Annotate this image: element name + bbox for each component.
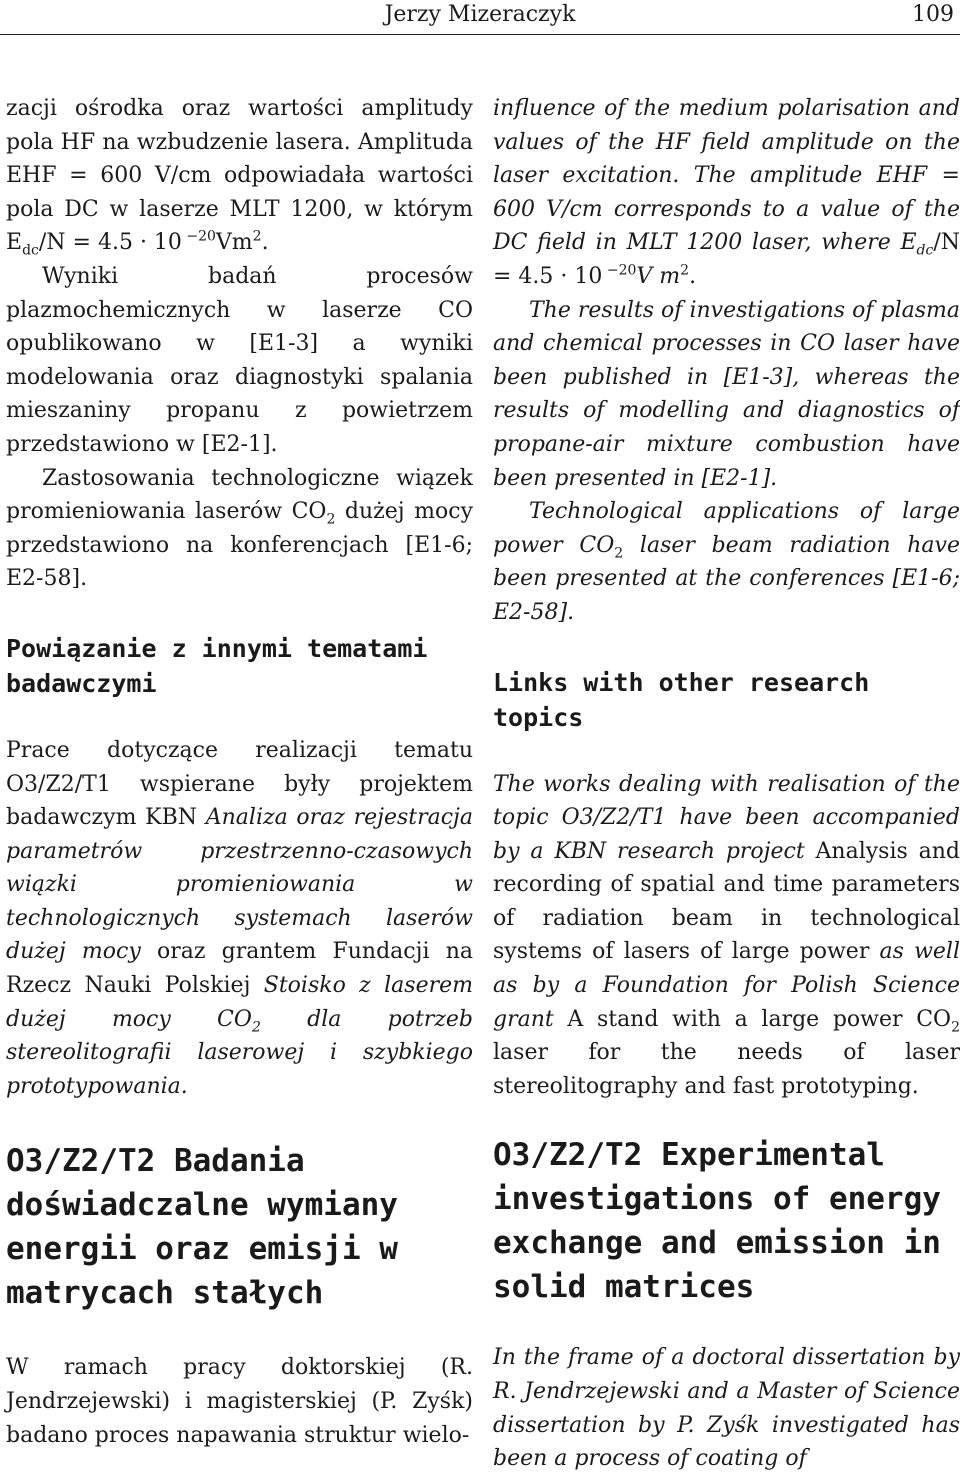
- paragraph-applications-en: Technological applications of large power $CO_2$ laser beam radiation have been presented at the conferences [E1-6; E2-58].: [493, 499, 960, 625]
- paragraph-dissertation-pl: W ramach pracy doktorskiej (R. Jendrzejewski) i magisterskiej (P. Zyśk) badano proces napawania struktur wielo-: [6, 1355, 473, 1448]
- paragraph-results-pl: Wyniki badań procesów plazmochemicznych w laserze CO opublikowano w [E1-3] a wyniki modelowania oraz diagnostyki spalania mieszaniny propanu z powietrzem przedstawiono w [E2-1].: [6, 263, 473, 457]
- section-title-en: O3/Z2/T2 Experimental investigations of energy exchange and emission in solid matrices: [493, 1137, 941, 1306]
- paragraph-projects-en: The works dealing with realisation of the topic O3/Z2/T1 have been accompanied by a KBN research project Analysis and recording of spatial and time parameters of radiation beam in technological systems of lasers of large power as well as by a Foundation for Polish Science grant A stand with a large power $CO_2$ laser for the needs of laser stereolitography and fast prototyping.: [493, 771, 960, 1099]
- paragraph-continuation-en: influence of the medium polarisation and values of the HF field amplitude on the laser excitation. The amplitude EHF = 600 V/cm corresponds to a value of the DC field in MLT 1200 laser, where $E_{dc}/N = 4.5 \cdot 10$ $^{-20}$V $m^2$.: [493, 96, 960, 289]
- paragraph-continuation-pl: zacji ośrodka oraz wartości amplitudy pola HF na wzbudzenie lasera. Amplituda EHF = 600 V/cm odpowiadała wartości pola DC w laserze MLT 1200, w którym $E_{dc}/N = 4.5 \cdot 10$ $^{-20}$Vm$^2$.: [6, 96, 473, 259]
- running-header-author: Jerzy Mizeraczyk: [384, 2, 576, 27]
- paragraph-applications-pl: Zastosowania technologiczne wiązek promieniowania laserów $CO_2$ dużej mocy przedstawiono na konferencjach [E1-6; E2-58].: [6, 465, 473, 592]
- english-column: [493, 92, 960, 1476]
- paragraph-dissertation-en: In the frame of a doctoral dissertation by R. Jendrzejewski and a Master of Science dissertation by P. Zyśk investigated has been a process of coating of: [493, 1345, 960, 1472]
- paragraph-projects-pl: Prace dotyczące realizacji tematu O3/Z2/T1 wspierane były projektem badawczym KBN Analiza oraz rejestracja parametrów przestrzenno-czasowych wiązki promieniowania w technologicznych systemach laserów dużej mocy oraz grantem Fundacji na Rzecz Nauki Polskiej Stoisko z laserem dużej mocy $CO_2$ dla potrzeb stereolitografii laserowej i szybkiego prototypowania.: [6, 737, 473, 1099]
- polish-column: [6, 92, 473, 1452]
- page-number: 109: [912, 2, 954, 27]
- section-title-pl: O3/Z2/T2 Badania doświadczalne wymiany energii oraz emisji w matrycach stałych: [6, 1143, 398, 1312]
- paragraph-results-en: The results of investigations of plasma and chemical processes in CO laser have been published in [E1-3], whereas the results of modelling and diagnostics of propane-air mixture combustion have been presented in [E2-1].: [493, 297, 960, 491]
- heading-links-en: Links with other research topics: [493, 667, 870, 732]
- heading-links-pl: Powiązanie z innymi tematami badawczymi: [6, 633, 428, 698]
- running-header: [0, 0, 960, 35]
